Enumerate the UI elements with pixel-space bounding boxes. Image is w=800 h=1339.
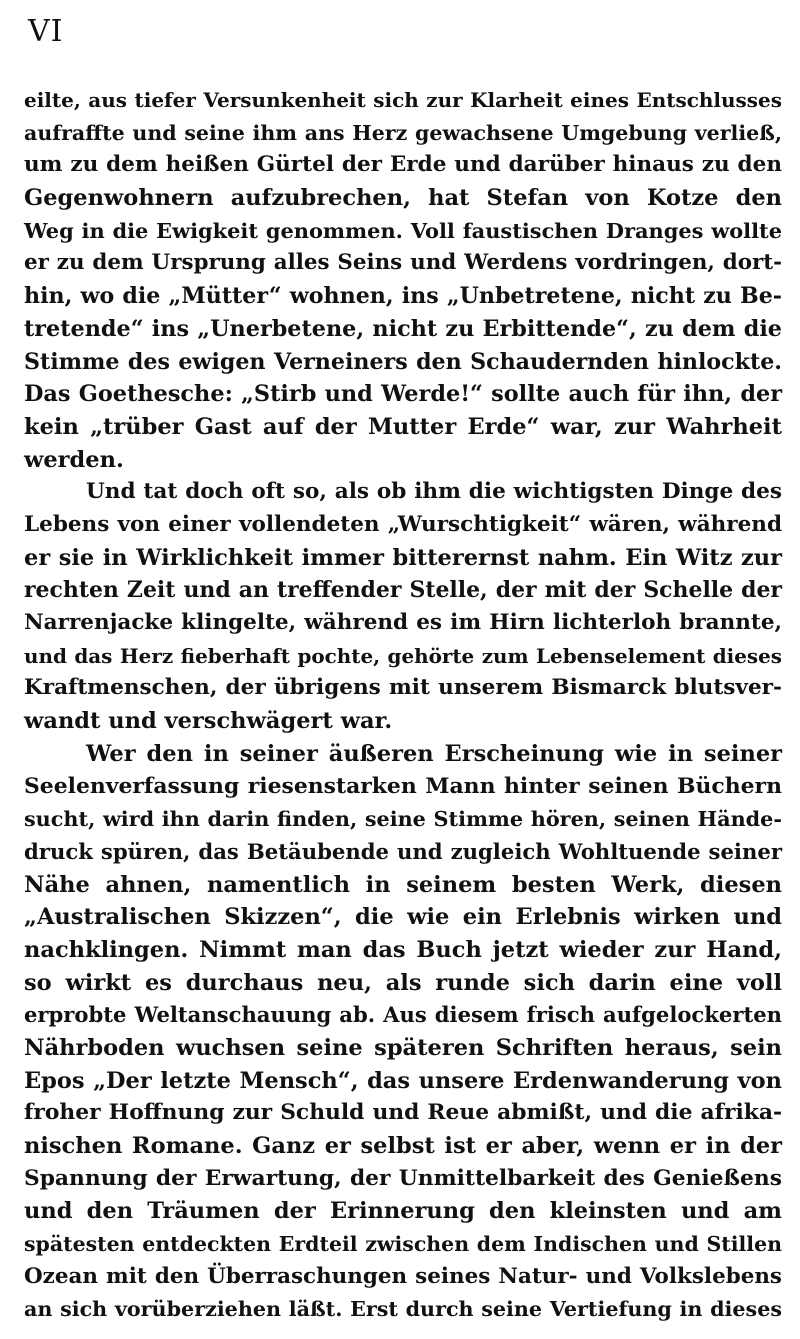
text-line: Nährboden wuchsen seine späteren Schriften heraus, sein xyxy=(24,1034,782,1061)
paragraph-2 xyxy=(24,476,782,738)
text-line: kein „trüber Gast auf der Mutter Erde“ war, zur Wahrheit xyxy=(24,413,782,440)
text-line: „Australischen Skizzen“, die wie ein Erlebnis wirken und xyxy=(24,904,782,931)
text-line: Nähe ahnen, namentlich in seinem besten Werk, diesen xyxy=(24,871,782,898)
text-line: Weg in die Ewigkeit genommen. Voll faustischen Dranges wollte xyxy=(24,217,782,243)
text-line: Epos „Der letzte Mensch“, das unsere Erdenwanderung von xyxy=(24,1067,782,1094)
text-line: Kraftmenschen, der übrigens mit unserem Bismarck blutsver- xyxy=(24,675,782,701)
text-line: Das Goethesche: „Stirb und Werde!“ sollte auch für ihn, der xyxy=(24,381,782,408)
text-line: aufraffte und seine ihm ans Herz gewachsene Umgebung verließ, xyxy=(24,120,782,145)
text-line: rechten Zeit und an treffender Stelle, der mit der Schelle der xyxy=(24,577,782,604)
text-line: Narrenjacke klingelte, während es im Hirn lichterloh brannte, xyxy=(24,610,782,635)
text-line: Ozean mit den Überraschungen seines Natur- und Volkslebens xyxy=(24,1263,782,1289)
text-line: sucht, wird ihn darin finden, seine Stimme hören, seinen Hände- xyxy=(24,807,782,832)
text-line: Gegenwohnern aufzubrechen, hat Stefan von Kotze den xyxy=(24,185,782,212)
text-line: froher Hoffnung zur Schuld und Reue abmißt, und die afrika- xyxy=(24,1100,782,1126)
text-line: Und tat doch oft so, als ob ihm die wichtigsten Dinge des xyxy=(86,479,782,505)
text-line: nachklingen. Nimmt man das Buch jetzt wieder zur Hand, xyxy=(24,936,782,963)
text-line: werden. xyxy=(24,446,124,473)
text-line: Wer den in seiner äußeren Erscheinung wie in seiner xyxy=(86,740,782,767)
text-line: er sie in Wirklichkeit immer bitterernst nahm. Ein Witz zur xyxy=(24,544,782,571)
text-line: spätesten entdeckten Erdteil zwischen dem Indischen und Stillen xyxy=(24,1232,782,1257)
text-line: erprobte Weltanschauung ab. Aus diesem frisch aufgelockerten xyxy=(24,1002,782,1028)
text-line: hin, wo die „Mütter“ wohnen, ins „Unbetretene, nicht zu Be- xyxy=(24,283,782,310)
text-line: um zu dem heißen Gürtel der Erde und darüber hinaus zu den xyxy=(24,152,782,178)
text-line: und den Träumen der Erinnerung den kleinsten und am xyxy=(24,1198,782,1225)
text-line: druck spüren, das Betäubende und zugleich Wohltuende seiner xyxy=(24,838,782,864)
text-line: eilte, aus tiefer Versunkenheit sich zur Klarheit eines Entschlusses xyxy=(24,88,782,112)
body-text xyxy=(24,84,782,1326)
text-line: er zu dem Ursprung alles Seins und Werdens vordringen, dort- xyxy=(24,250,782,276)
text-line: tretende“ ins „Unerbetene, nicht zu Erbittende“, zu dem die xyxy=(24,315,782,342)
paragraph-3 xyxy=(24,738,782,1326)
text-line: an sich vorüberziehen läßt. Erst durch seine Vertiefung in dieses xyxy=(24,1297,782,1322)
page-number: VI xyxy=(28,14,64,49)
text-line: so wirkt es durchaus neu, als runde sich darin eine voll xyxy=(24,969,782,996)
text-line: Stimme des ewigen Verneiners den Schaudernden hinlockte. xyxy=(24,348,782,375)
text-line: und das Herz fieberhaft pochte, gehörte zum Lebenselement dieses xyxy=(24,643,782,668)
text-line: Spannung der Erwartung, der Unmittelbarkeit des Genießens xyxy=(24,1165,782,1191)
text-line: Seelenverfassung riesenstarken Mann hinter seinen Büchern xyxy=(24,773,782,800)
paragraph-1 xyxy=(24,84,782,476)
text-line: nischen Romane. Ganz er selbst ist er aber, wenn er in der xyxy=(24,1133,782,1159)
text-line: wandt und verschwägert war. xyxy=(24,708,393,735)
text-line: Lebens von einer vollendeten „Wurschtigkeit“ wären, während xyxy=(24,511,782,537)
